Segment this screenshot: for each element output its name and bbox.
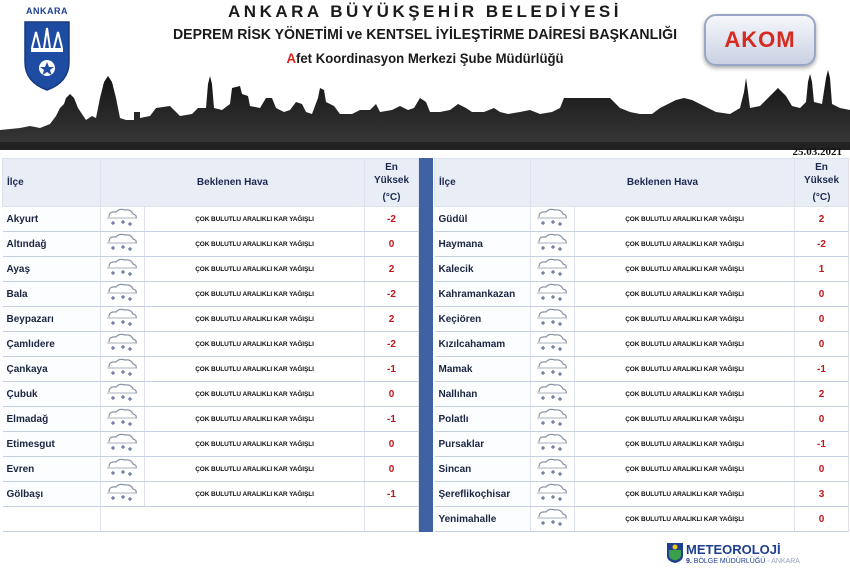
cloud-snow-icon (101, 257, 145, 282)
max-temperature: 0 (795, 332, 849, 357)
max-temperature: 2 (365, 257, 419, 282)
cloud-snow-icon (101, 482, 145, 507)
district-name: Evren (3, 457, 101, 482)
district-name: Bala (3, 282, 101, 307)
district-name: Haymana (435, 232, 531, 257)
table-row (3, 282, 419, 307)
max-temperature: -1 (365, 357, 419, 382)
column-header-max-line2: Yüksek (373, 175, 410, 186)
meteoroloji-emblem-icon (666, 542, 684, 564)
weather-description: ÇOK BULUTLU ARALIKLI KAR YAĞIŞLI (145, 482, 365, 507)
weather-description: ÇOK BULUTLU ARALIKLI KAR YAĞIŞLI (575, 307, 795, 332)
max-temperature: -2 (365, 282, 419, 307)
table-row (435, 307, 849, 332)
table-row-empty (3, 507, 419, 532)
district-name: Sincan (435, 457, 531, 482)
district-name: Yenimahalle (435, 507, 531, 532)
weather-description: ÇOK BULUTLU ARALIKLI KAR YAĞIŞLI (145, 382, 365, 407)
branch-title-lead: A (286, 50, 296, 66)
max-temperature: 0 (795, 457, 849, 482)
district-name: Altındağ (3, 232, 101, 257)
weather-description: ÇOK BULUTLU ARALIKLI KAR YAĞIŞLI (575, 257, 795, 282)
cloud-snow-icon (101, 407, 145, 432)
district-name: Etimesgut (3, 432, 101, 457)
max-temperature: 3 (795, 482, 849, 507)
right-forecast-table (434, 158, 849, 532)
cloud-snow-icon (531, 282, 575, 307)
table-row (435, 282, 849, 307)
cloud-snow-icon (101, 432, 145, 457)
cloud-snow-icon (101, 232, 145, 257)
district-name: Çamlıdere (3, 332, 101, 357)
column-header-max-line1: En (815, 162, 828, 173)
district-name: Polatlı (435, 407, 531, 432)
table-row (3, 482, 419, 507)
max-temperature: 0 (795, 407, 849, 432)
cloud-snow-icon (531, 332, 575, 357)
cloud-snow-icon (531, 457, 575, 482)
department-title: DEPREM RİSK YÖNETİMİ ve KENTSEL İYİLEŞTİRME DAİRESİ BAŞKANLIĞI (172, 26, 678, 43)
column-header-max-line1: En (385, 162, 398, 173)
cloud-snow-icon (101, 382, 145, 407)
cloud-snow-icon (531, 407, 575, 432)
district-name: Güdül (435, 207, 531, 232)
table-row (435, 457, 849, 482)
table-row (3, 432, 419, 457)
cloud-snow-icon (101, 357, 145, 382)
cloud-snow-icon (531, 432, 575, 457)
cloud-snow-icon (101, 457, 145, 482)
weather-description: ÇOK BULUTLU ARALIKLI KAR YAĞIŞLI (575, 482, 795, 507)
cloud-snow-icon (531, 382, 575, 407)
district-name: Nallıhan (435, 382, 531, 407)
weather-description: ÇOK BULUTLU ARALIKLI KAR YAĞIŞLI (145, 332, 365, 357)
weather-description: ÇOK BULUTLU ARALIKLI KAR YAĞIŞLI (145, 232, 365, 257)
column-header-max-line2: Yüksek (803, 175, 840, 186)
weather-description: ÇOK BULUTLU ARALIKLI KAR YAĞIŞLI (145, 257, 365, 282)
ankara-skyline-silhouette (0, 68, 850, 150)
cloud-snow-icon (531, 307, 575, 332)
max-temperature: -2 (365, 207, 419, 232)
column-header-ilce: İlçe (3, 159, 101, 207)
column-divider (419, 158, 433, 532)
max-temperature: 0 (795, 507, 849, 532)
akom-logo-text: AKOM (724, 27, 796, 52)
cloud-snow-icon (101, 282, 145, 307)
table-row (435, 482, 849, 507)
table-header-row (435, 159, 849, 207)
table-header-row (3, 159, 419, 207)
report-date: 25.03.2021 (792, 146, 842, 158)
table-row (3, 457, 419, 482)
max-temperature: -1 (795, 432, 849, 457)
weather-description: ÇOK BULUTLU ARALIKLI KAR YAĞIŞLI (575, 382, 795, 407)
district-name: Keçiören (435, 307, 531, 332)
cloud-snow-icon (101, 207, 145, 232)
meteoroloji-region: BÖLGE MÜDÜRLÜĞÜ (691, 558, 766, 565)
district-name: Çubuk (3, 382, 101, 407)
akom-logo (704, 14, 816, 66)
district-name: Elmadağ (3, 407, 101, 432)
weather-description: ÇOK BULUTLU ARALIKLI KAR YAĞIŞLI (575, 457, 795, 482)
table-row (435, 357, 849, 382)
district-name: Beypazarı (3, 307, 101, 332)
column-header-max-unit: (°C) (812, 192, 831, 203)
max-temperature: 0 (365, 232, 419, 257)
column-header-max (365, 159, 419, 207)
max-temperature: -2 (795, 232, 849, 257)
meteoroloji-title: METEOROLOJİ (686, 542, 781, 557)
table-row (3, 257, 419, 282)
cloud-snow-icon (531, 507, 575, 532)
table-row (435, 257, 849, 282)
max-temperature: -1 (365, 482, 419, 507)
table-row (435, 232, 849, 257)
weather-description: ÇOK BULUTLU ARALIKLI KAR YAĞIŞLI (145, 357, 365, 382)
cloud-snow-icon (531, 257, 575, 282)
weather-description: ÇOK BULUTLU ARALIKLI KAR YAĞIŞLI (145, 407, 365, 432)
meteoroloji-logo (666, 540, 826, 568)
max-temperature: 0 (365, 457, 419, 482)
weather-description: ÇOK BULUTLU ARALIKLI KAR YAĞIŞLI (575, 207, 795, 232)
table-row (3, 232, 419, 257)
column-header-hava: Beklenen Hava (101, 159, 365, 207)
table-row (435, 382, 849, 407)
max-temperature: 2 (365, 307, 419, 332)
weather-description: ÇOK BULUTLU ARALIKLI KAR YAĞIŞLI (575, 432, 795, 457)
cloud-snow-icon (101, 307, 145, 332)
meteoroloji-region-number: 9. (686, 558, 692, 565)
meteoroloji-subtitle (686, 558, 800, 565)
district-name: Çankaya (3, 357, 101, 382)
cloud-snow-icon (531, 232, 575, 257)
weather-description: ÇOK BULUTLU ARALIKLI KAR YAĞIŞLI (145, 282, 365, 307)
cloud-snow-icon (101, 332, 145, 357)
weather-description: ÇOK BULUTLU ARALIKLI KAR YAĞIŞLI (575, 232, 795, 257)
weather-description: ÇOK BULUTLU ARALIKLI KAR YAĞIŞLI (575, 282, 795, 307)
district-name: Kahramankazan (435, 282, 531, 307)
branch-title-rest: fet Koordinasyon Merkezi Şube Müdürlüğü (295, 50, 564, 66)
column-header-hava: Beklenen Hava (531, 159, 795, 207)
empty-cell (101, 507, 365, 532)
table-row (435, 207, 849, 232)
table-row (3, 332, 419, 357)
table-row (3, 207, 419, 232)
district-name: Mamak (435, 357, 531, 382)
weather-description: ÇOK BULUTLU ARALIKLI KAR YAĞIŞLI (145, 457, 365, 482)
table-row (3, 307, 419, 332)
empty-cell (3, 507, 101, 532)
max-temperature: -2 (365, 332, 419, 357)
max-temperature: 0 (795, 307, 849, 332)
table-row (435, 332, 849, 357)
district-name: Akyurt (3, 207, 101, 232)
table-row (435, 407, 849, 432)
cloud-snow-icon (531, 482, 575, 507)
max-temperature: 0 (365, 382, 419, 407)
table-row (435, 432, 849, 457)
cloud-snow-icon (531, 207, 575, 232)
column-header-max-unit: (°C) (382, 192, 401, 203)
table-row (3, 382, 419, 407)
max-temperature: -1 (365, 407, 419, 432)
logo-word: ANKARA (26, 6, 68, 16)
max-temperature: 0 (365, 432, 419, 457)
weather-description: ÇOK BULUTLU ARALIKLI KAR YAĞIŞLI (575, 332, 795, 357)
district-name: Şereflikoçhisar (435, 482, 531, 507)
district-name: Kızılcahamam (435, 332, 531, 357)
max-temperature: 1 (795, 257, 849, 282)
weather-description: ÇOK BULUTLU ARALIKLI KAR YAĞIŞLI (145, 307, 365, 332)
cloud-snow-icon (531, 357, 575, 382)
weather-description: ÇOK BULUTLU ARALIKLI KAR YAĞIŞLI (575, 507, 795, 532)
district-name: Pursaklar (435, 432, 531, 457)
column-header-max (795, 159, 849, 207)
weather-description: ÇOK BULUTLU ARALIKLI KAR YAĞIŞLI (145, 432, 365, 457)
max-temperature: 2 (795, 207, 849, 232)
empty-cell (365, 507, 419, 532)
district-name: Kalecik (435, 257, 531, 282)
weather-description: ÇOK BULUTLU ARALIKLI KAR YAĞIŞLI (575, 407, 795, 432)
district-name: Gölbaşı (3, 482, 101, 507)
max-temperature: -1 (795, 357, 849, 382)
org-title: ANKARA BÜYÜKŞEHİR BELEDİYESİ (228, 2, 622, 21)
table-row (3, 407, 419, 432)
max-temperature: 0 (795, 282, 849, 307)
meteoroloji-city: - ANKARA (765, 558, 800, 565)
weather-description: ÇOK BULUTLU ARALIKLI KAR YAĞIŞLI (145, 207, 365, 232)
column-header-ilce: İlçe (435, 159, 531, 207)
left-forecast-table (2, 158, 419, 532)
district-name: Ayaş (3, 257, 101, 282)
weather-description: ÇOK BULUTLU ARALIKLI KAR YAĞIŞLI (575, 357, 795, 382)
table-row (435, 507, 849, 532)
table-row (3, 357, 419, 382)
max-temperature: 2 (795, 382, 849, 407)
